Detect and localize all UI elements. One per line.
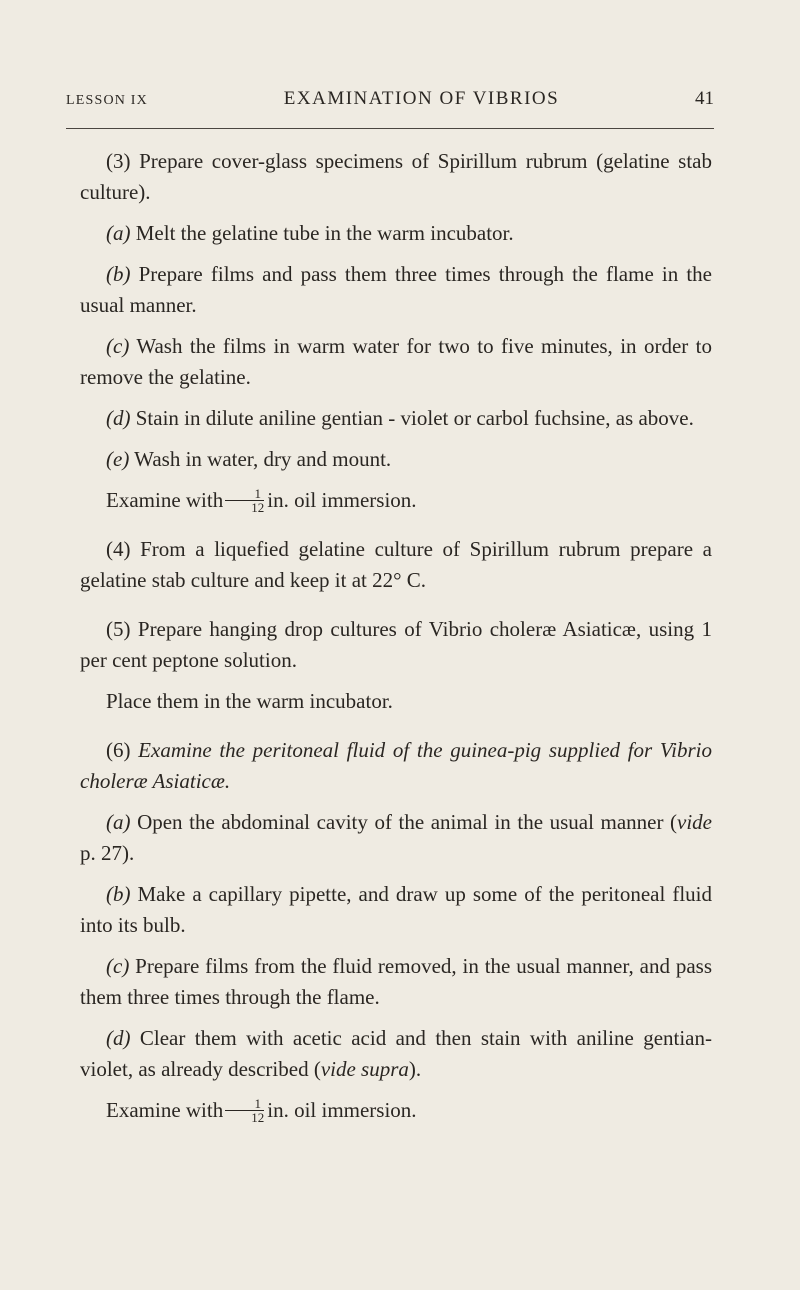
section-title: Examine the peritoneal fluid of the guinea-pig supplied for Vibrio choleræ Asiaticæ. [80,738,712,793]
paragraph-6a [80,807,712,869]
item-mark: (c) [106,954,130,978]
item-mark: (a) [106,810,131,834]
fraction-denominator: 12 [251,1109,265,1125]
paragraph-3a [80,218,712,249]
fraction-numerator: 1 [225,487,264,501]
paragraph-3c [80,331,712,393]
paragraph-6 [80,735,712,797]
header-rule [66,128,714,129]
paragraph-3b [80,259,712,321]
paragraph-text: p. 27). [80,841,135,865]
fraction-denominator: 12 [251,499,265,515]
paragraph-4: (4) From a liquefied gelatine culture of Spirillum rubrum prepare a gelatine stab culture and keep it at 22° C. [80,537,712,592]
paragraph-text: Clear them with acetic acid and then stain with aniline gentian-violet, as already described ( [80,1026,712,1081]
item-mark: (b) [106,262,131,286]
item-mark: (b) [106,882,131,906]
running-head [66,88,714,110]
latin-ref: vide supra [320,1057,409,1081]
paragraph-text: Wash the films in warm water for two to five minutes, in order to remove the gelatine. [80,334,712,389]
fraction-numerator: 1 [225,1097,264,1111]
examine-text: Examine with [106,488,224,512]
fraction-one-twelfth [225,487,264,514]
paragraph-text: Wash in water, dry and mount. [129,447,392,471]
examine-text: in. oil immersion. [267,488,417,512]
item-mark: (d) [106,406,131,430]
paragraph-6d [80,1023,712,1085]
examine-text: in. oil immersion. [267,1098,417,1122]
page-body [80,146,712,1136]
item-mark: (e) [106,447,130,471]
paragraph-6c [80,951,712,1013]
examine-line-2 [80,1095,712,1126]
fraction-one-twelfth [225,1097,264,1124]
paragraph-6b [80,879,712,941]
paragraph-text: Make a capillary pipette, and draw up some of the peritoneal fluid into its bulb. [80,882,712,937]
lesson-label: LESSON IX [66,93,148,108]
paragraph-text: Open the abdominal cavity of the animal in the usual manner ( [130,810,678,834]
item-mark: (d) [106,1026,131,1050]
paragraph-text: Prepare films from the fluid removed, in the usual manner, and pass them three times through the flame. [80,954,712,1009]
paragraph-3: (3) Prepare cover-glass specimens of Spirillum rubrum (gelatine stab culture). [80,149,712,204]
item-mark: (a) [106,221,131,245]
paragraph-5: (5) Prepare hanging drop cultures of Vibrio choleræ Asiaticæ, using 1 per cent peptone solution. [80,617,712,672]
chapter-title: EXAMINATION OF VIBRIOS [283,88,560,109]
paragraph-5b: Place them in the warm incubator. [106,689,393,713]
examine-line-1 [80,485,712,516]
page-number: 41 [694,88,714,109]
paragraph-3d [80,403,712,434]
paragraph-3e [80,444,712,475]
paragraph-text: Stain in dilute aniline gentian - violet or carbol fuchsine, as above. [130,406,694,430]
item-mark: (c) [106,334,130,358]
paragraph-text: ). [408,1057,422,1081]
latin-ref: vide [677,810,712,834]
paragraph-text: Melt the gelatine tube in the warm incubator. [130,221,514,245]
item-mark: (6) [106,738,131,762]
paragraph-text: Prepare films and pass them three times through the flame in the usual manner. [80,262,712,317]
examine-text: Examine with [106,1098,224,1122]
